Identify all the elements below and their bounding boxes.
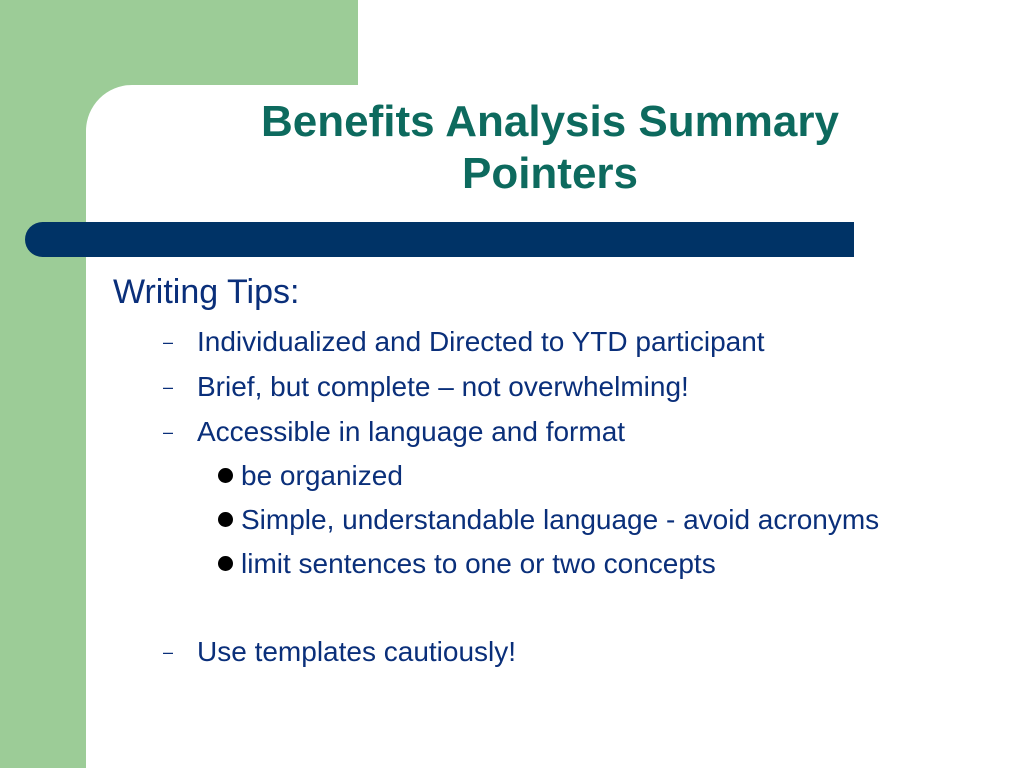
section-heading: Writing Tips: bbox=[113, 273, 300, 311]
sub-list-item-text: be organized bbox=[241, 460, 403, 491]
bullet-icon bbox=[218, 468, 233, 483]
list-item bbox=[113, 415, 993, 449]
dash-marker: – bbox=[163, 642, 174, 662]
dash-marker: – bbox=[163, 332, 174, 352]
title-divider-bar bbox=[25, 222, 854, 257]
list-item bbox=[113, 370, 993, 404]
list-item bbox=[113, 325, 993, 359]
title-line-2: Pointers bbox=[461, 149, 639, 198]
sub-list-item bbox=[113, 503, 993, 537]
list-item-text: Use templates cautiously! bbox=[197, 636, 517, 667]
slide-body bbox=[113, 270, 993, 669]
dash-marker: – bbox=[163, 422, 174, 442]
slide-title bbox=[200, 96, 900, 200]
bullet-icon bbox=[218, 556, 233, 571]
list-item bbox=[113, 635, 993, 669]
sub-list-item bbox=[113, 547, 993, 581]
title-line-1: Benefits Analysis Summary bbox=[261, 97, 839, 146]
bullet-icon bbox=[218, 512, 233, 527]
sub-list-item-text: limit sentences to one or two concepts bbox=[241, 548, 716, 579]
list-item-text: Individualized and Directed to YTD participant bbox=[197, 326, 765, 357]
dash-marker: – bbox=[163, 377, 174, 397]
list-item-text: Brief, but complete – not overwhelming! bbox=[197, 371, 689, 402]
list-item-text: Accessible in language and format bbox=[197, 416, 626, 447]
sub-list-item bbox=[113, 459, 993, 493]
sub-list-item-text: Simple, understandable language - avoid acronyms bbox=[241, 504, 880, 535]
